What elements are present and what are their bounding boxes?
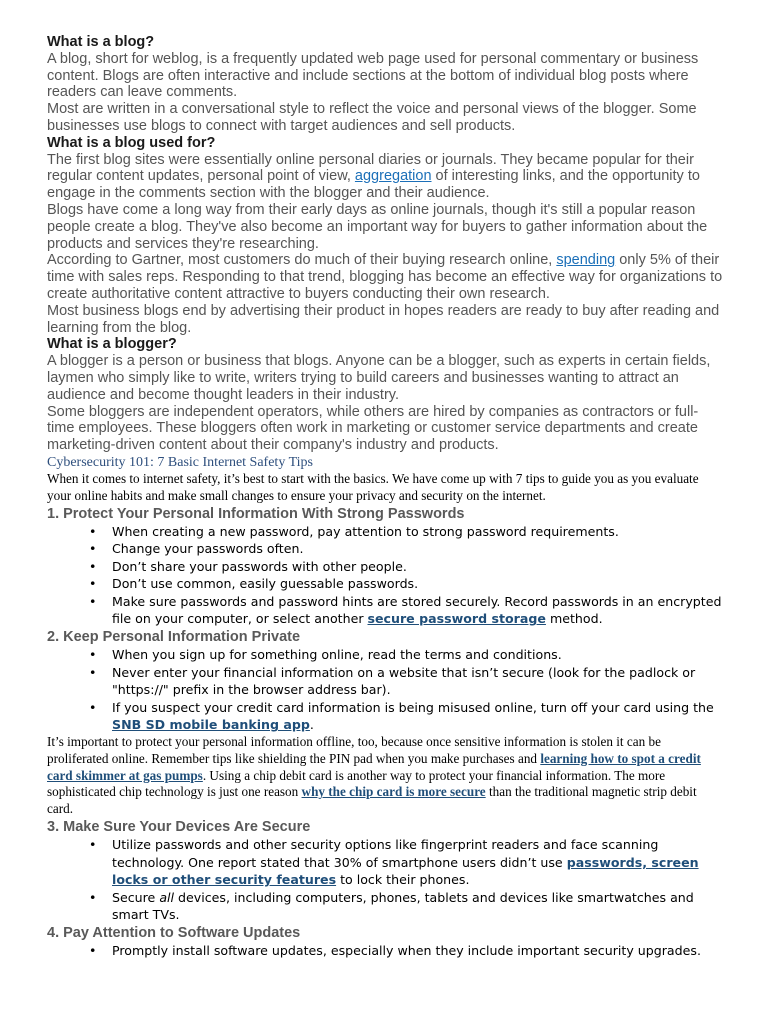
text: of interesting links, and the opportunity to engage in the comments section with the blogger and their audience. <box>47 168 700 202</box>
list-item <box>47 558 725 576</box>
update-tips-list <box>47 942 725 960</box>
list-item <box>47 942 725 960</box>
text: . Using a chip debit card is another way to protect your financial information. The more sophisticated chip technology is just one reason <box>47 767 666 800</box>
heading-what-is-a-blog: What is a blog? <box>47 34 155 50</box>
section-heading-software-updates: 4. Pay Attention to Software Updates <box>47 925 301 941</box>
text: than the traditional magnetic strip debit card. <box>47 784 697 817</box>
list-item-text: When creating a new password, pay attention to strong password requirements. <box>112 523 619 539</box>
paragraph: Blogs have come a long way from their early days as online journals, though it's still a popular reason people create a blog. They've also become an important way for buyers to gather information about the products and services they're researching. <box>47 201 708 252</box>
offline-protection-paragraph <box>47 734 725 818</box>
list-item <box>47 836 725 889</box>
list-item-text: to lock their phones. <box>336 872 470 888</box>
cybersecurity-title: Cybersecurity 101: 7 Basic Internet Safety Tips <box>47 454 313 470</box>
password-tips-list <box>47 523 725 629</box>
list-item <box>47 646 725 664</box>
device-tips-list <box>47 836 725 924</box>
section-heading-passwords: 1. Protect Your Personal Information With Strong Passwords <box>47 505 465 522</box>
list-item-text: Change your passwords often. <box>112 541 304 557</box>
list-item-text: Promptly install software updates, especially when they include important security upgrades. <box>112 943 701 958</box>
bullet-icon: • <box>89 541 97 557</box>
paragraph: Most business blogs end by advertising their product in hopes readers are ready to buy after reading and learning from the blog. <box>47 302 720 336</box>
list-item <box>47 593 725 628</box>
bullet-icon: • <box>89 593 97 609</box>
list-item-text: Make sure passwords and password hints are stored securely. Record passwords in an encrypted file on your computer, or select another <box>112 593 722 627</box>
list-item <box>47 699 725 734</box>
text: According to Gartner, most customers do much of their buying research online, <box>47 252 557 269</box>
section-heading-private-info: 2. Keep Personal Information Private <box>47 629 301 646</box>
bullet-icon: • <box>89 664 97 680</box>
paragraph <box>47 152 725 202</box>
list-item-text: Don’t share your passwords with other people. <box>112 558 407 574</box>
bullet-icon: • <box>89 576 97 592</box>
list-item <box>47 889 725 924</box>
paragraph: Most are written in a conversational style to reflect the voice and personal views of the blogger. Some businesses use blogs to connect with target audiences and sell products. <box>47 101 697 134</box>
list-item-text: If you suspect your credit card information is being misused online, turn off your card using the <box>112 699 714 715</box>
list-item-text: Don’t use common, easily guessable passwords. <box>112 576 419 592</box>
paragraph: Some bloggers are independent operators, while others are hired by companies as contractors or full-time employees. These bloggers often work in marketing or customer service departments and create marketing-driven content about their company's industry and products. <box>47 403 699 454</box>
bullet-icon: • <box>89 837 97 853</box>
credit-card-skimmer-link[interactable]: learning how to spot a credit card skimmer at gas pumps <box>47 750 701 783</box>
list-item <box>47 540 725 558</box>
aggregation-link[interactable]: aggregation <box>354 168 432 185</box>
bullet-icon: • <box>89 523 97 539</box>
list-item <box>47 523 725 541</box>
list-item-text: devices, including computers, phones, tablets and devices like smartwatches and smart TVs. <box>112 889 694 923</box>
bullet-icon: • <box>89 558 97 574</box>
list-item-text: Secure <box>112 889 160 905</box>
bullet-icon: • <box>89 647 97 663</box>
bullet-icon: • <box>89 943 97 958</box>
text: only 5% of their time with sales reps. Responding to that trend, blogging has become an effective way for organizations to create authoritative content attractive to buyers conducting their own research. <box>47 252 723 302</box>
spending-link[interactable]: spending <box>556 252 616 269</box>
intro-paragraph: When it comes to internet safety, it’s best to start with the basics. We have come up with 7 tips to guide you as you evaluate your online habits and make small changes to ensure your privacy and security on the internet. <box>47 470 699 503</box>
snb-sd-mobile-banking-app-link[interactable]: SNB SD mobile banking app <box>112 717 310 733</box>
heading-what-is-a-blog-used-for: What is a blog used for? <box>47 134 216 151</box>
bullet-icon: • <box>89 699 97 715</box>
paragraph: A blog, short for weblog, is a frequently updated web page used for personal commentary or business content. Blogs are often interactive and include sections at the bottom of individual blog posts where readers can leave comments. <box>47 50 699 101</box>
privacy-tips-list <box>47 646 725 734</box>
list-item <box>47 664 725 699</box>
text: The first blog sites were essentially online personal diaries or journals. They became popular for their regular content updates, personal point of view, <box>47 151 694 185</box>
chip-card-secure-link[interactable]: why the chip card is more secure <box>301 784 486 800</box>
list-item-text: Never enter your financial information on a website that isn’t secure (look for the padlock or "https://" prefix in the browser address bar). <box>112 664 696 698</box>
paragraph <box>47 252 725 302</box>
list-item-text: method. <box>545 611 603 627</box>
heading-what-is-a-blogger: What is a blogger? <box>47 336 177 353</box>
text: It’s important to protect your personal information offline, too, because once sensitive information is stolen it can be proliferated online. Remember tips like shielding the PIN pad when you make purchases and <box>47 734 661 766</box>
section-heading-devices: 3. Make Sure Your Devices Are Secure <box>47 819 311 836</box>
paragraph: A blogger is a person or business that blogs. Anyone can be a blogger, such as experts in certain fields, laymen who simply like to write, writers trying to build careers and businesses wanting to attract an audience and become thought leaders in their industry. <box>47 353 711 403</box>
security-features-link[interactable]: passwords, screen locks or other security features <box>112 854 699 888</box>
document-page <box>47 34 725 960</box>
list-item <box>47 575 725 593</box>
emphasis-text: all <box>159 889 175 905</box>
list-item-text: . <box>309 717 314 733</box>
list-item-text: When you sign up for something online, read the terms and conditions. <box>112 647 562 663</box>
secure-password-storage-link[interactable]: secure password storage <box>367 611 546 627</box>
bullet-icon: • <box>89 889 97 905</box>
list-item-text: Utilize passwords and other security options like fingerprint readers and face scanning technology. One report stated that 30% of smartphone users didn’t use <box>112 837 659 870</box>
